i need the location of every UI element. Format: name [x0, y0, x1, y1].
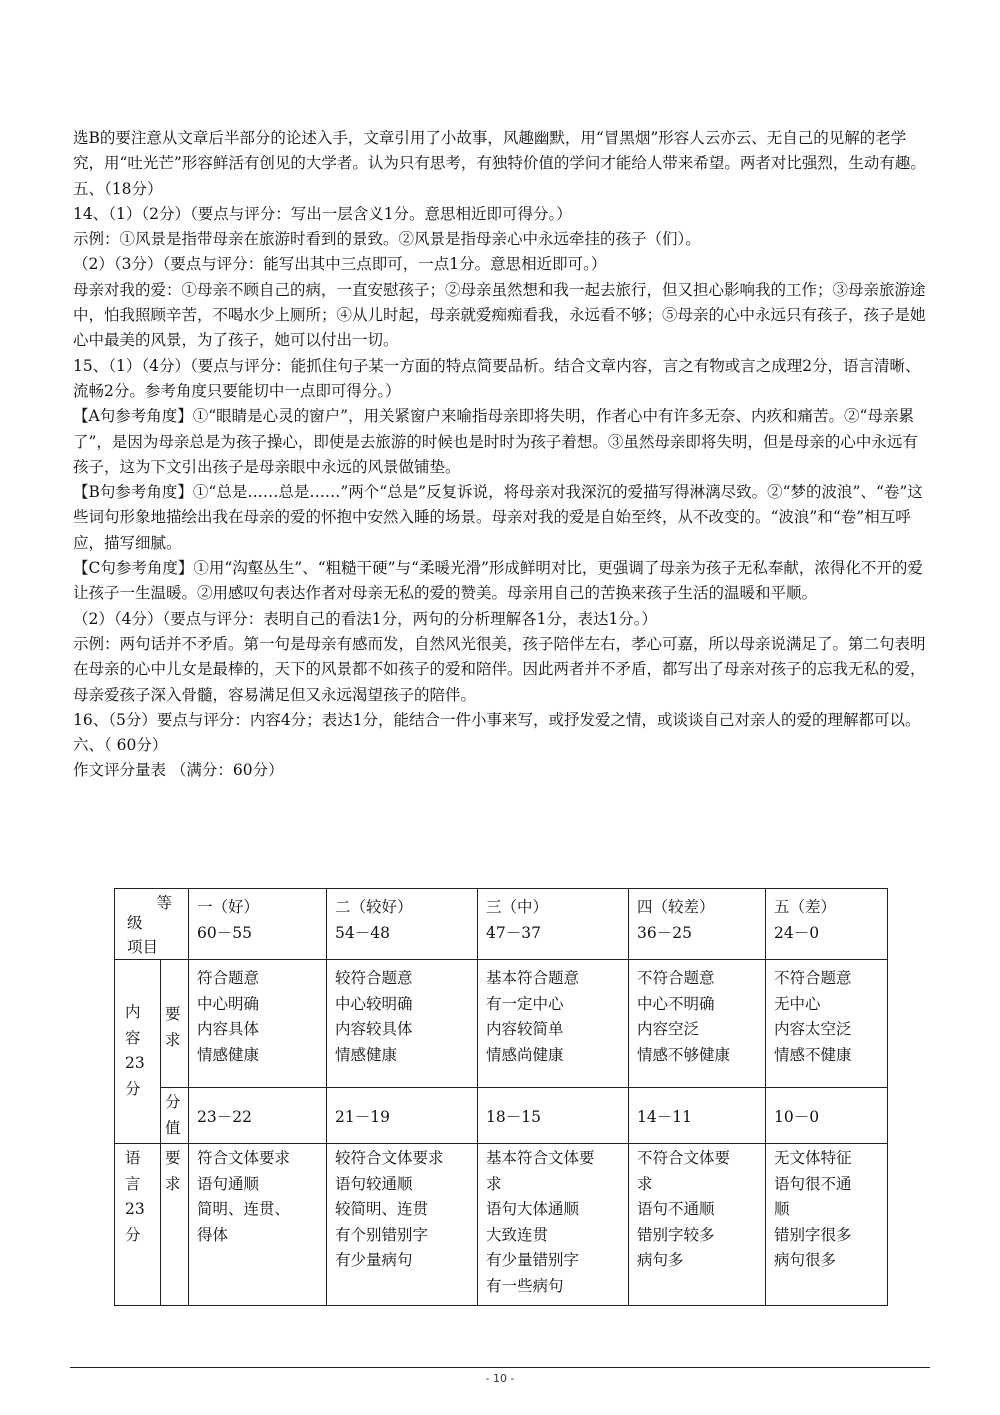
- footer-divider: [70, 1367, 930, 1368]
- content-score-row: [115, 1088, 888, 1144]
- score-cell: 14－11: [629, 1088, 766, 1144]
- score-cell: 21－19: [327, 1088, 478, 1144]
- paragraph: 【C句参考角度】①用“沟壑丛生”、“粗糙干硬”与“柔暖光滑”形成鲜明对比，更强调了母亲为孩子无私奉献，浓得化不开的爱让孩子一生温暖。②用感叹句表达作者对母亲无私的爱的赞美。母亲用自己的苦换来孩子生活的温暖和平顺。: [73, 559, 923, 603]
- section-heading: 六、（ 60分）: [73, 736, 168, 755]
- paragraph: （2）（4分）（要点与评分：表明自己的看法1分，两句的分析理解各1分，表达1分。）: [73, 609, 658, 628]
- paragraph: 母亲对我的爱：①母亲不顾自己的病，一直安慰孩子；②母亲虽然想和我一起去旅行，但又担心影响我的工作；③母亲旅游途中，怕我照顾辛苦，不喝水少上厕所；④从儿时起，母亲就爱痴痴看我，永远看不够；⑤母亲的心中永远只有孩子，孩子是她心中最美的风景，为了孩子，她可以付出一切。: [73, 280, 926, 350]
- content-label: 内 容 23 分: [115, 960, 161, 1144]
- paragraph: 【A句参考角度】①“眼睛是心灵的窗户”，用关紧窗户来喻指母亲即将失明，作者心中有许多无奈、内疚和痛苦。②“母亲累了”，是因为母亲总是为孩子操心，即使是去旅游的时候也是时时为孩子着想。③虽然母亲即将失明，但是母亲的心中永远有孩子，这为下文引出孩子是母亲眼中永远的风景做铺垫。: [73, 407, 918, 476]
- requirement-label: 要 求: [161, 1144, 189, 1306]
- grade-header: 四（较差） 36－25: [629, 889, 766, 960]
- requirement-cell: 基本符合文体要 求 语句大体通顺 大致连贯 有少量错别字 有一些病句: [478, 1144, 629, 1306]
- requirement-cell: 符合题意 中心明确 内容具体 情感健康: [189, 960, 327, 1088]
- requirement-cell: 无文体特征 语句很不通 顺 错别字很多 病句很多: [766, 1144, 888, 1306]
- score-cell: 23－22: [189, 1088, 327, 1144]
- paragraph: 示例：两句话并不矛盾。第一句是母亲有感而发，自然风光很美，孩子陪伴左右，孝心可嘉，所以母亲说满足了。第二句表明在母亲的心中儿女是最棒的，天下的风景都不如孩子的爱和陪伴。因此两者并不矛盾，都写出了母亲对孩子的忘我无私的爱，母亲爱孩子深入骨髓，容易满足但又永远渴望孩子的陪伴。: [73, 634, 926, 704]
- essay-scoring-table: [114, 888, 888, 1306]
- paragraph: 选B的要注意从文章后半部分的论述入手，文章引用了小故事，风趣幽默，用“冒黑烟”形容人云亦云、无自己的见解的老学究，用“吐光芒”形容鲜活有创见的大学者。认为只有思考，有独特价值的学问才能给人带来希望。两者对比强烈，生动有趣。: [73, 129, 926, 173]
- paragraph: 【B句参考角度】①“总是……总是……”两个“总是”反复诉说，将母亲对我深沉的爱描写得淋漓尽致。②“梦的波浪”、“卷”这些词句形象地描绘出我在母亲的爱的怀抱中安然入睡的场景。母亲对我的爱是自始至终，从不改变的。“波浪”和“卷”相互呼应，描写细腻。: [73, 483, 923, 552]
- paragraph: 示例：①风景是指带母亲在旅游时看到的景致。②风景是指母亲心中永远牵挂的孩子（们）。: [73, 230, 701, 249]
- score-cell: 10－0: [766, 1088, 888, 1144]
- paragraph: （2）（3分）（要点与评分：能写出其中三点即可，一点1分。意思相近即可。）: [73, 255, 607, 274]
- requirement-label: 要 求: [161, 960, 189, 1088]
- requirement-cell: 较符合文体要求 语句较通顺 较简明、连贯 有个别错别字 有少量病句: [327, 1144, 478, 1306]
- table-caption: 作文评分量表 （满分：60分）: [73, 761, 284, 780]
- section-heading: 五、（18分）: [73, 179, 163, 198]
- requirement-cell: 符合文体要求 语句通顺 简明、连贯、 得体: [189, 1144, 327, 1306]
- grade-header: 二（较好） 54－48: [327, 889, 478, 960]
- page-number: - 10 -: [485, 1372, 515, 1385]
- paragraph: 16、（5分）要点与评分：内容4分；表达1分，能结合一件小事来写，或抒发爱之情，或谈谈自己对亲人的爱的理解都可以。: [73, 710, 921, 729]
- score-cell: 18－15: [478, 1088, 629, 1144]
- answer-text: [73, 126, 928, 784]
- requirement-cell: 不符合题意 无中心 内容太空泛 情感不健康: [766, 960, 888, 1088]
- paragraph: 14、（1）（2分）（要点与评分：写出一层含义1分。意思相近即可得分。）: [73, 204, 572, 223]
- requirement-cell: 不符合文体要 求 语句不通顺 错别字较多 病句多: [629, 1144, 766, 1306]
- language-label: 语 言 23 分: [115, 1144, 161, 1306]
- grade-header: 一（好） 60－55: [189, 889, 327, 960]
- table-header-row: [115, 889, 888, 960]
- score-label: 分 值: [161, 1088, 189, 1144]
- paragraph: 15、（1）（4分）（要点与评分：能抓住句子某一方面的特点简要品析。结合文章内容，言之有物或言之成理2分，语言清晰、流畅2分。参考角度只要能切中一点即可得分。）: [73, 356, 921, 400]
- corner-cell: 等 级 项目: [115, 889, 189, 960]
- grade-header: 三（中） 47－37: [478, 889, 629, 960]
- requirement-cell: 不符合题意 中心不明确 内容空泛 情感不够健康: [629, 960, 766, 1088]
- requirement-cell: 较符合题意 中心较明确 内容较具体 情感健康: [327, 960, 478, 1088]
- grade-header: 五（差） 24－0: [766, 889, 888, 960]
- content-requirement-row: [115, 960, 888, 1088]
- language-requirement-row: [115, 1144, 888, 1306]
- requirement-cell: 基本符合题意 有一定中心 内容较简单 情感尚健康: [478, 960, 629, 1088]
